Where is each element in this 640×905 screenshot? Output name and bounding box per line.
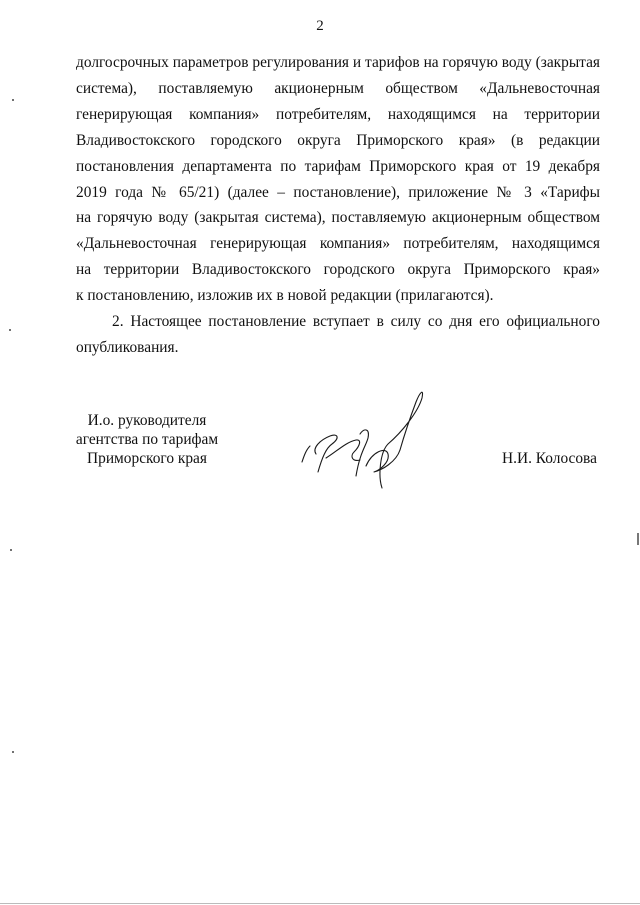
signatory-name: Н.И. Колосова (502, 450, 597, 467)
text-line: 2. Настоящее постановление вступает в силу со дня его официального (112, 313, 600, 330)
text-line: Владивостокского городского округа Приморского края» (в редакции (76, 132, 600, 149)
page-number: 2 (316, 18, 324, 34)
text-line: генерирующая компания» потребителям, находящимся на территории (76, 106, 600, 123)
scan-bottom-edge (0, 903, 640, 904)
handwritten-signature (296, 386, 428, 490)
signatory-position (62, 411, 232, 468)
scan-speck (10, 549, 12, 551)
text-line: система), поставляемую акционерным обществом «Дальневосточная (76, 80, 600, 97)
signatory-position-line: агентства по тарифам (75, 431, 219, 448)
scan-speck (12, 751, 14, 753)
scan-speck (12, 99, 14, 101)
text-line: на горячую воду (закрытая система), поставляемую акционерным обществом (76, 209, 600, 226)
text-line: опубликования. (76, 339, 179, 356)
text-line: долгосрочных параметров регулирования и тарифов на горячую воду (закрытая (76, 54, 600, 71)
signatory-position-line: Приморского края (87, 450, 207, 467)
text-line: к постановлению, изложив их в новой редакции (прилагаются). (76, 287, 494, 304)
scan-edge-mark (637, 533, 639, 545)
text-line: «Дальневосточная генерирующая компания» потребителям, находящимся (76, 235, 600, 252)
signatory-position-line: И.о. руководителя (87, 412, 207, 429)
text-line: на территории Владивостокского городского округа Приморского края» (76, 261, 600, 278)
scan-speck (9, 329, 11, 331)
text-line: 2019 года № 65/21) (далее – постановление), приложение № 3 «Тарифы (76, 184, 600, 201)
text-line: постановления департамента по тарифам Приморского края от 19 декабря (76, 158, 600, 175)
